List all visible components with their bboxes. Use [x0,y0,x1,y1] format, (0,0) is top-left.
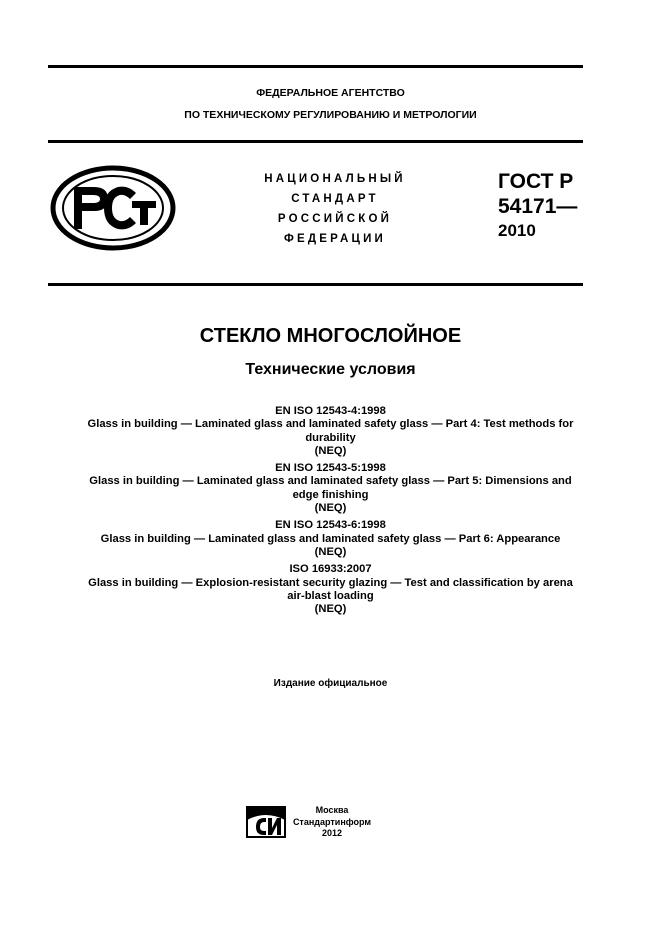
gost-year: 2010 [498,221,536,240]
reference-item [40,405,621,458]
reference-text: Glass in building — Laminated glass and laminated safety glass — Part 5: Dimensions and [89,475,572,488]
publisher-name: Стандартинформ [292,816,372,827]
reference-text: air-blast loading [287,589,374,602]
top-rule [48,65,583,68]
gost-r-logo-icon [50,165,176,251]
reference-status: (NEQ) [314,603,347,616]
reference-item [40,563,621,616]
reference-text: durability [305,431,356,444]
document-title: СТЕКЛО МНОГОСЛОЙНОЕ [199,325,462,347]
references-list [40,405,621,620]
standard-type-line-4: ФЕДЕРАЦИИ [283,233,387,245]
publisher-city: Москва [315,805,349,815]
agency-line-2: ПО ТЕХНИЧЕСКОМУ РЕГУЛИРОВАНИЮ И МЕТРОЛОГИИ [184,109,477,121]
standartinform-logo-icon [246,806,286,838]
publisher-block [290,805,374,840]
gost-prefix: ГОСТ Р [498,170,574,193]
reference-item [40,462,621,515]
reference-text: Glass in building — Explosion-resistant security glazing — Test and classification by arena [88,576,573,589]
reference-status: (NEQ) [314,502,347,515]
reference-code: EN ISO 12543-5:1998 [275,462,386,475]
reference-code: ISO 16933:2007 [289,563,372,576]
document-subtitle: Технические условия [245,361,416,378]
standard-type-line-1: НАЦИОНАЛЬНЫЙ [264,173,406,185]
agency-line-1: ФЕДЕРАЛЬНОЕ АГЕНТСТВО [256,87,405,99]
reference-text: edge finishing [292,488,369,501]
reference-code: EN ISO 12543-6:1998 [275,519,386,532]
reference-text: Glass in building — Laminated glass and laminated safety glass — Part 4: Test methods for [87,418,574,431]
reference-item [40,519,621,559]
gost-number: 54171— [498,195,578,218]
reference-status: (NEQ) [314,444,347,457]
standard-type-line-3: РОССИЙСКОЙ [277,213,393,225]
header-rule [48,140,583,143]
section-rule [48,283,583,286]
reference-code: EN ISO 12543-4:1998 [275,405,386,417]
publisher-year: 2012 [321,828,343,838]
edition-label: Издание официальное [273,678,388,689]
reference-status: (NEQ) [314,545,347,558]
reference-text: Glass in building — Laminated glass and laminated safety glass — Part 6: Appearance [100,532,561,545]
standard-type-line-2: СТАНДАРТ [291,193,379,205]
